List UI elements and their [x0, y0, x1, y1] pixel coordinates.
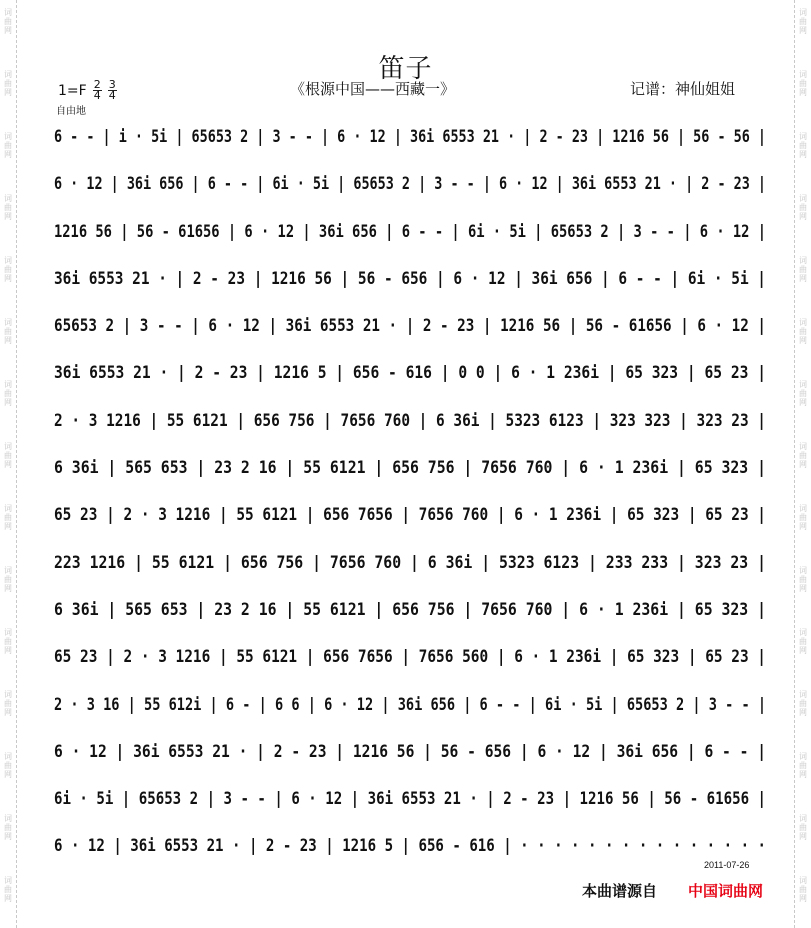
- score-line-notes: 36i 6553 21 · | 2 - 23 | 1216 56 | 56 - 656 | 6 · 12 | 36i 656 | 6 - - | 6i · 5i |: [54, 268, 766, 289]
- score-line-notes: 1216 56 | 56 - 61656 | 6 · 12 | 36i 656 | 6 - - | 6i · 5i | 65653 2 | 3 - - | 6 · 12 |: [54, 221, 766, 242]
- score-line-notes: 6 · 12 | 36i 6553 21 · | 2 - 23 | 1216 56 | 56 - 656 | 6 · 12 | 36i 656 | 6 - - |: [54, 741, 766, 762]
- watermark-text: 词 曲 网: [799, 318, 807, 345]
- score-line: [54, 266, 768, 313]
- score-line-notes: 223 1216 | 55 6121 | 656 756 | 7656 760 | 6 36i | 5323 6123 | 233 233 | 323 23 |: [54, 552, 766, 573]
- score-line-notes: 6 · 12 | 36i 656 | 6 - - | 6i · 5i | 65653 2 | 3 - - | 6 · 12 | 36i 6553 21 · | 2 - 23 |: [54, 174, 766, 195]
- transcriber-credit: 记谱：神仙姐姐: [630, 80, 736, 98]
- watermark-text: 词 曲 网: [799, 132, 807, 159]
- watermark-text: 词 曲 网: [4, 876, 12, 903]
- watermark-text: 词 曲 网: [4, 70, 12, 97]
- time-signature-2: $\frac{3}{4}$: [108, 78, 116, 102]
- watermark-text: 词 曲 网: [4, 318, 12, 345]
- watermark-text: 词 曲 网: [799, 504, 807, 531]
- score-line: [54, 360, 768, 407]
- key-and-time-signature: [58, 80, 117, 101]
- score-line: [54, 739, 768, 786]
- score-line-notes: 6 36i | 565 653 | 23 2 16 | 55 6121 | 656 756 | 7656 760 | 6 · 1 236i | 65 323 |: [54, 599, 766, 620]
- watermark-text: 词 曲 网: [799, 566, 807, 593]
- song-title: 笛子: [378, 54, 433, 84]
- score-line: [54, 171, 768, 218]
- watermark-text: 词 曲 网: [4, 194, 12, 221]
- watermark-text: 词 曲 网: [4, 566, 12, 593]
- score-line-notes: 6 36i | 565 653 | 23 2 16 | 55 6121 | 656 756 | 7656 760 | 6 · 1 236i | 65 323 |: [54, 458, 766, 479]
- score-line-notes: 65 23 | 2 · 3 1216 | 55 6121 | 656 7656 | 7656 760 | 6 · 1 236i | 65 323 | 65 23 |: [54, 505, 766, 526]
- watermark-text: 词 曲 网: [799, 752, 807, 779]
- source-brand: 中国词曲网: [688, 882, 764, 900]
- score-line: [54, 313, 768, 360]
- watermark-text: 词 曲 网: [799, 256, 807, 283]
- score-line: [54, 833, 768, 880]
- transcription-date: 2011-07-26: [704, 860, 750, 870]
- score-line-notes: 65653 2 | 3 - - | 6 · 12 | 36i 6553 21 · | 2 - 23 | 1216 56 | 56 - 61656 | 6 · 12 |: [54, 316, 766, 337]
- score-line-notes: 6 · 12 | 36i 6553 21 · | 2 - 23 | 1216 5 | 656 - 616 | · · · · · · · · · · · · · · ·: [54, 836, 766, 857]
- watermark-text: 词 曲 网: [4, 256, 12, 283]
- watermark-text: 词 曲 网: [799, 70, 807, 97]
- watermark-text: 词 曲 网: [799, 194, 807, 221]
- score-line: [54, 550, 768, 597]
- score-line: [54, 408, 768, 455]
- watermark-text: 词 曲 网: [799, 690, 807, 717]
- score-line: [54, 502, 768, 549]
- score-line-notes: 36i 6553 21 · | 2 - 23 | 1216 5 | 656 - 616 | 0 0 | 6 · 1 236i | 65 323 | 65 23 |: [54, 363, 766, 384]
- score-line: [54, 124, 768, 171]
- key-signature: 1=F: [58, 82, 87, 99]
- watermark-text: 词 曲 网: [4, 814, 12, 841]
- watermark-text: 词 曲 网: [4, 442, 12, 469]
- score-line: [54, 644, 768, 691]
- watermark-text: 词 曲 网: [4, 504, 12, 531]
- watermark-text: 词 曲 网: [4, 690, 12, 717]
- tempo-marking: 自由地: [56, 106, 86, 117]
- watermark-text: 词 曲 网: [4, 132, 12, 159]
- watermark-text: 词 曲 网: [4, 628, 12, 655]
- score-line-notes: 6 - - | i · 5i | 65653 2 | 3 - - | 6 · 12 | 36i 6553 21 · | 2 - 23 | 1216 56 | 56 - 56 |: [54, 127, 766, 147]
- score-line-notes: 2 · 3 16 | 55 612i | 6 - | 6 6 | 6 · 12 | 36i 656 | 6 - - | 6i · 5i | 65653 2 | 3 - - |: [54, 694, 766, 715]
- watermark-text: 词 曲 网: [4, 8, 12, 35]
- watermark-text: 词 曲 网: [4, 752, 12, 779]
- score-line: [54, 455, 768, 502]
- score-line: [54, 219, 768, 266]
- watermark-text: 词 曲 网: [799, 628, 807, 655]
- watermark-text: 词 曲 网: [799, 442, 807, 469]
- watermark-text: 词 曲 网: [4, 380, 12, 407]
- score-line: [54, 692, 768, 739]
- watermark-text: 词 曲 网: [799, 380, 807, 407]
- score-line: [54, 786, 768, 833]
- watermark-text: 词 曲 网: [799, 876, 807, 903]
- source-label: 本曲谱源自: [582, 882, 658, 900]
- score-line-notes: 6i · 5i | 65653 2 | 3 - - | 6 · 12 | 36i 6553 21 · | 2 - 23 | 1216 56 | 56 - 61656 |: [54, 789, 766, 810]
- subtitle: 《根源中国——西藏一》: [290, 80, 456, 98]
- watermark-text: 词 曲 网: [799, 814, 807, 841]
- score-line-notes: 65 23 | 2 · 3 1216 | 55 6121 | 656 7656 | 7656 560 | 6 · 1 236i | 65 323 | 65 23 |: [54, 647, 766, 668]
- watermark-text: 词 曲 网: [799, 8, 807, 35]
- time-signature-1: $\frac{2}{4}$: [93, 78, 101, 102]
- score-line: [54, 597, 768, 644]
- score-line-notes: 2 · 3 1216 | 55 6121 | 656 756 | 7656 760 | 6 36i | 5323 6123 | 323 323 | 323 23 |: [54, 410, 766, 431]
- jianpu-score: [54, 124, 768, 881]
